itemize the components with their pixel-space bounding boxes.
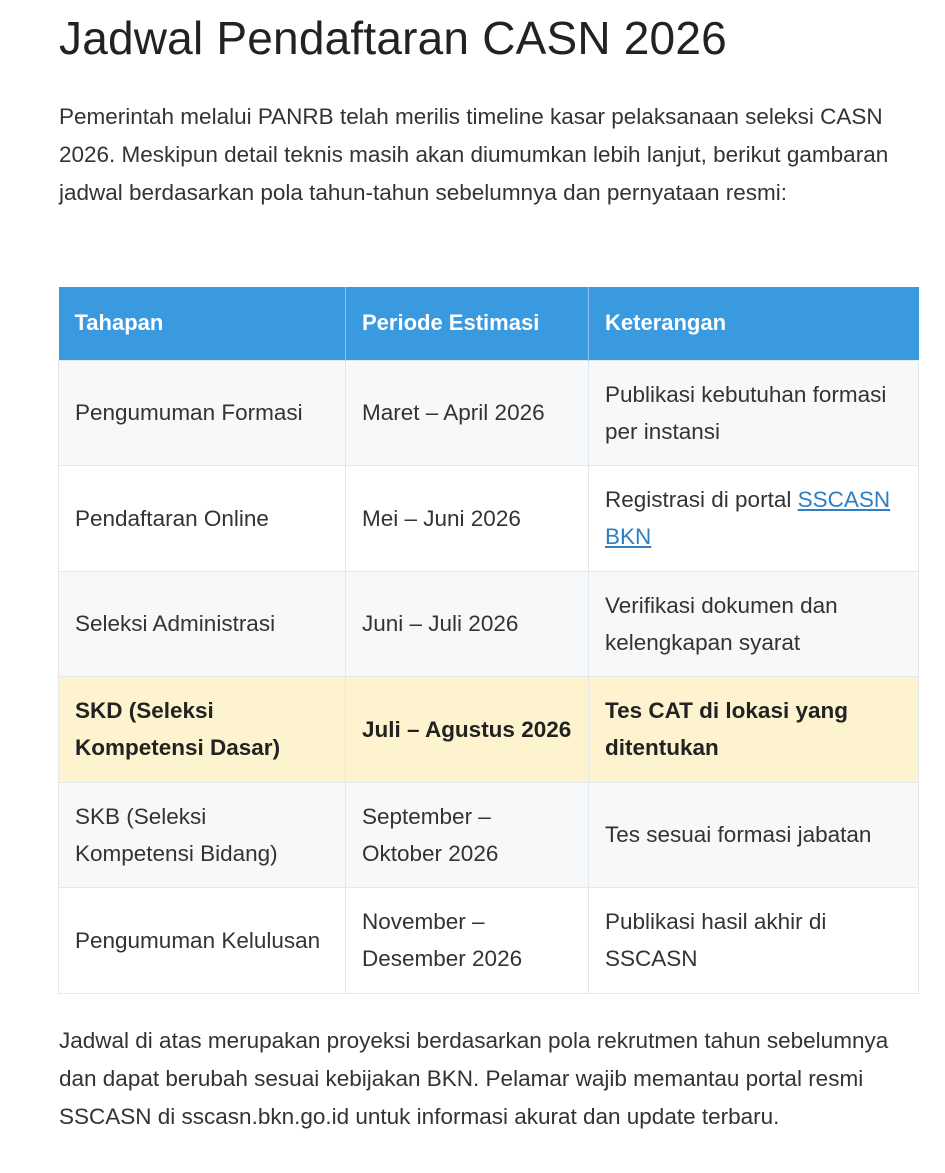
cell-note: Tes sesuai formasi jabatan	[589, 782, 919, 888]
table-row-highlighted	[59, 677, 919, 783]
table-row	[59, 888, 919, 994]
table-row	[59, 360, 919, 466]
cell-stage: SKB (Seleksi Kompetensi Bidang)	[59, 782, 346, 888]
cell-period: November – Desember 2026	[346, 888, 589, 994]
cell-stage: Pengumuman Formasi	[59, 360, 346, 466]
table-row	[59, 782, 919, 888]
schedule-table	[58, 287, 919, 994]
cell-period: September – Oktober 2026	[346, 782, 589, 888]
page-title: Jadwal Pendaftaran CASN 2026	[59, 12, 727, 64]
cell-stage: SKD (Seleksi Kompetensi Dasar)	[59, 677, 346, 783]
cell-note: Tes CAT di lokasi yang ditentukan	[589, 677, 919, 783]
header-tahapan: Tahapan	[59, 287, 346, 360]
footer-paragraph: Jadwal di atas merupakan proyeksi berdasarkan pola rekrutmen tahun sebelumnya dan dapat berubah sesuai kebijakan BKN. Pelamar wajib memantau portal resmi SSCASN di sscasn.bkn.go.id untuk informasi akurat dan update terbaru.	[59, 1028, 889, 1129]
cell-note-text: Registrasi di portal	[605, 487, 798, 513]
cell-period: Juli – Agustus 2026	[346, 677, 589, 783]
header-periode-estimasi: Periode Estimasi	[346, 287, 589, 360]
cell-period: Mei – Juni 2026	[346, 466, 589, 572]
cell-stage: Pendaftaran Online	[59, 466, 346, 572]
sscasn-bkn-link[interactable]: SSCASN BKN	[605, 487, 891, 550]
table-row	[59, 571, 919, 677]
table-row	[59, 466, 919, 572]
header-keterangan: Keterangan	[589, 287, 919, 360]
cell-stage: Pengumuman Kelulusan	[59, 888, 346, 994]
cell-period: Juni – Juli 2026	[346, 571, 589, 677]
cell-note	[589, 466, 919, 572]
cell-period: Maret – April 2026	[346, 360, 589, 466]
cell-stage: Seleksi Administrasi	[59, 571, 346, 677]
intro-paragraph: Pemerintah melalui PANRB telah merilis timeline kasar pelaksanaan seleksi CASN 2026. Meskipun detail teknis masih akan diumumkan lebih lanjut, berikut gambaran jadwal berdasarkan pola tahun-tahun sebelumnya dan pernyataan resmi:	[59, 104, 889, 205]
cell-note: Publikasi hasil akhir di SSCASN	[589, 888, 919, 994]
table-header-row	[59, 287, 919, 360]
cell-note: Verifikasi dokumen dan kelengkapan syarat	[589, 571, 919, 677]
cell-note: Publikasi kebutuhan formasi per instansi	[589, 360, 919, 466]
